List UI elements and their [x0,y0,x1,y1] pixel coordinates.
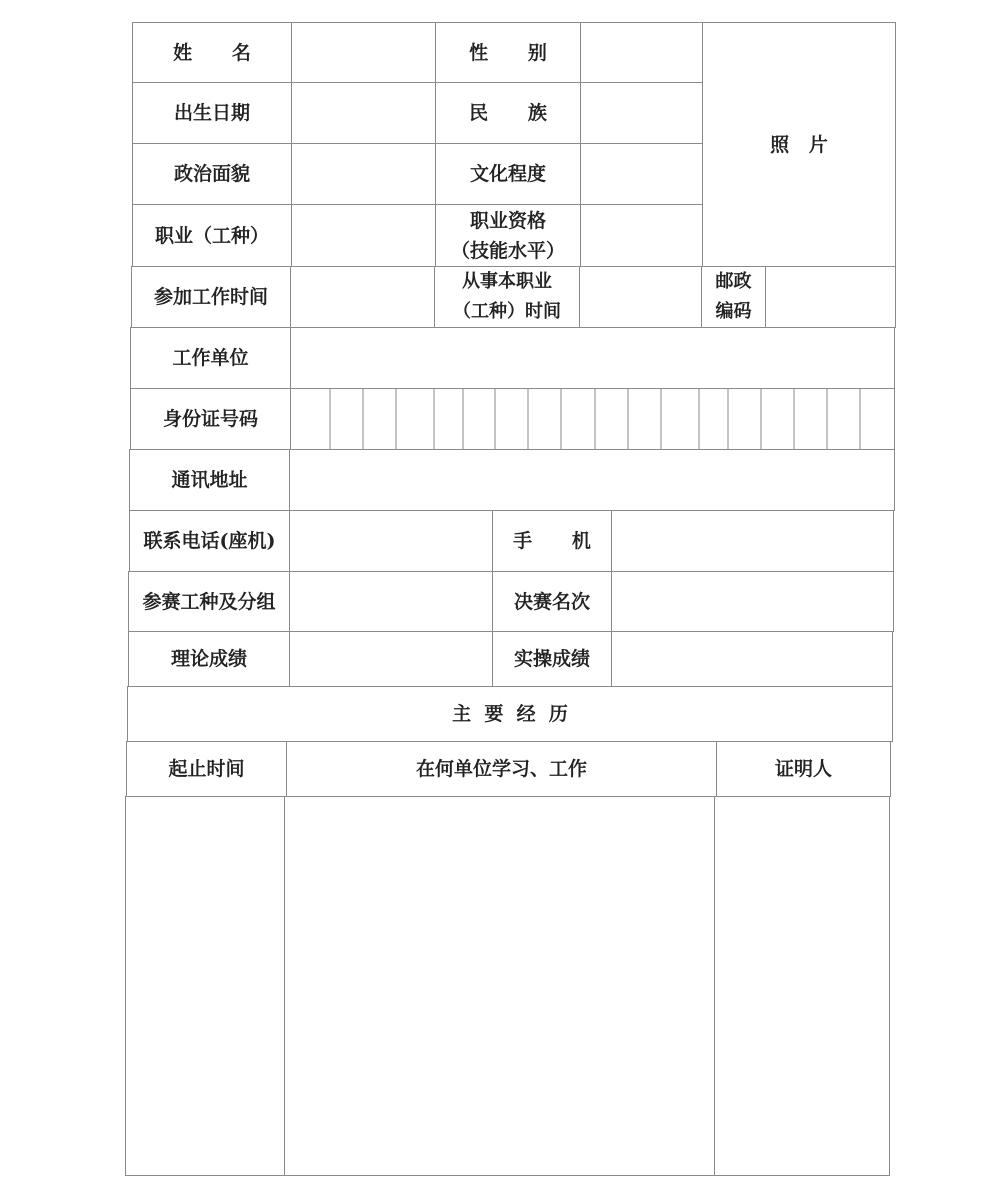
theory-score-field[interactable] [289,631,493,687]
current-job-duration-label [434,266,580,328]
event-group-field[interactable] [289,571,493,632]
address-field[interactable] [289,449,895,511]
occupation-label: 职业（工种） [132,204,292,267]
id-number-boxes [291,389,894,449]
qualification-label-line1: 职业资格 [469,209,546,232]
ethnicity-label: 民 族 [435,82,581,144]
practical-score-field[interactable] [611,631,893,687]
theory-score-label: 理论成绩 [128,631,290,687]
photo-box[interactable]: 照 片 [702,22,896,267]
occupation-field[interactable] [291,204,436,267]
name-label: 姓 名 [132,22,292,83]
practical-score-label: 实操成绩 [492,631,612,687]
name-field[interactable] [291,22,436,83]
address-label: 通讯地址 [129,449,290,511]
current-job-line1: 从事本职业 [462,271,552,292]
gender-field[interactable] [580,22,703,83]
experience-witness-field[interactable] [714,796,890,1176]
landline-phone-label: 联系电话(座机) [129,510,290,572]
experience-period-header: 起止时间 [126,741,287,797]
employer-field[interactable] [290,327,895,389]
postal-code-line1: 邮政 [715,271,752,292]
birth-date-label: 出生日期 [132,82,292,144]
experience-period-field[interactable] [125,796,285,1176]
qualification-label-line2: （技能水平） [450,239,565,262]
final-rank-field[interactable] [611,571,894,632]
birth-date-field[interactable] [291,82,436,144]
experience-place-header: 在何单位学习、工作 [286,741,717,797]
qualification-field[interactable] [580,204,703,267]
work-start-field[interactable] [290,266,435,328]
id-number-field[interactable] [290,388,895,450]
education-field[interactable] [580,143,703,205]
experience-witness-header: 证明人 [716,741,891,797]
political-status-label: 政治面貌 [132,143,292,205]
education-label: 文化程度 [435,143,581,205]
mobile-field[interactable] [611,510,894,572]
experience-section-title: 主 要 经 历 [127,686,893,742]
experience-place-field[interactable] [284,796,715,1176]
postal-code-line2: 编码 [715,301,752,322]
postal-code-label [701,266,766,328]
employer-label: 工作单位 [130,327,291,389]
political-status-field[interactable] [291,143,436,205]
mobile-label: 手 机 [492,510,612,572]
landline-phone-field[interactable] [289,510,493,572]
work-start-label: 参加工作时间 [131,266,291,328]
event-group-label: 参赛工种及分组 [128,571,290,632]
current-job-duration-field[interactable] [579,266,702,328]
current-job-line2: （工种）时间 [453,301,561,322]
qualification-label [435,204,581,267]
gender-label: 性 别 [435,22,581,83]
final-rank-label: 决赛名次 [492,571,612,632]
ethnicity-field[interactable] [580,82,703,144]
postal-code-field[interactable] [765,266,896,328]
id-number-label: 身份证号码 [130,388,291,450]
